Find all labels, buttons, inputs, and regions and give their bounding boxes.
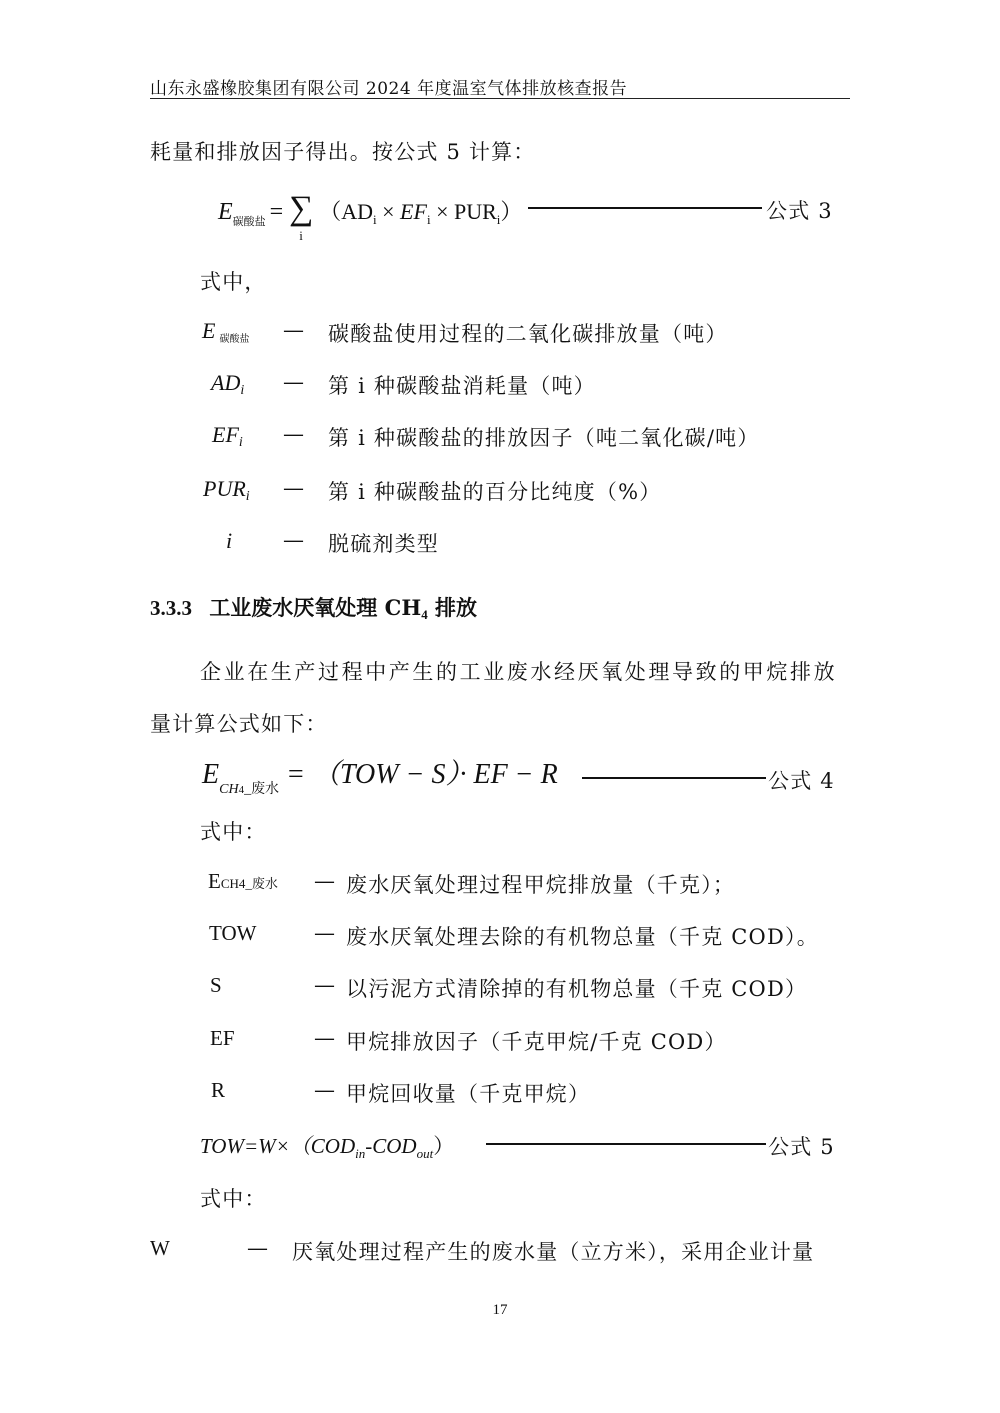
def2-sym: AD — [211, 370, 241, 395]
def3-desc: 第 i 种碳酸盐的排放因子（吨二氧化碳/吨） — [328, 426, 760, 450]
formula5-sub-in: in — [355, 1146, 366, 1161]
formula4-rhs: = （TOW − S）· EF − R — [279, 759, 558, 790]
formula4-sub-ch: CH — [219, 782, 239, 797]
section-title-sub: 4 — [421, 607, 428, 622]
def6-sym: E — [208, 869, 221, 893]
def6-symbol — [208, 869, 278, 894]
def5-desc: 脱硫剂类型 — [328, 532, 439, 556]
def1-sym: E — [202, 318, 216, 343]
formula3-eq: = — [269, 199, 284, 225]
formula3-lhs: E — [218, 199, 233, 225]
where-label-1: 式中， — [200, 270, 267, 294]
section-title-post: 排放 — [427, 595, 477, 620]
formula4-label: 公式 4 — [768, 769, 835, 793]
formula3-sub-i2: i — [426, 212, 431, 227]
def-w-dash: — — [247, 1236, 270, 1260]
def4-symbol-PUR — [203, 476, 250, 502]
def4-sub: i — [245, 489, 250, 504]
formula3-sub-i1: i — [373, 212, 377, 227]
def3-symbol-EF — [212, 422, 243, 448]
formula-3 — [218, 190, 523, 243]
def1-dash: — — [283, 318, 306, 342]
def3-sub: i — [238, 435, 243, 450]
def4-sym: PUR — [203, 476, 246, 501]
paragraph-line-1: 企业在生产过程中产生的工业废水经厌氧处理导致的甲烷排放 — [200, 660, 838, 684]
def4-dash: — — [283, 476, 306, 500]
formula4-dash-rule — [582, 777, 766, 779]
page-header: 山东永盛橡胶集团有限公司 2024 年度温室气体排放核查报告 — [150, 79, 628, 99]
def2-desc: 第 i 种碳酸盐消耗量（吨） — [328, 374, 596, 398]
formula5-dash-rule — [486, 1143, 766, 1145]
def10-dash: — — [314, 1078, 337, 1102]
formula3-label: 公式 3 — [766, 199, 833, 223]
def9-dash: — — [314, 1026, 337, 1050]
formula3-times1: × — [376, 199, 401, 224]
formula3-open: （AD — [319, 199, 373, 224]
formula3-dash-rule — [528, 207, 762, 209]
formula3-lhs-sub: 碳酸盐 — [232, 216, 266, 228]
def7-symbol: TOW — [209, 921, 257, 945]
def3-sym: EF — [212, 422, 239, 447]
def8-desc: 以污泥方式清除掉的有机物总量（千克 COD） — [346, 977, 808, 1001]
formula3-sigma-group — [287, 190, 315, 243]
formula5-label: 公式 5 — [768, 1135, 835, 1159]
formula5-sub-out: out — [416, 1146, 434, 1161]
def9-symbol: EF — [210, 1026, 235, 1050]
formula4-sub-4: 4 — [238, 784, 245, 796]
def4-desc: 第 i 种碳酸盐的百分比纯度（%） — [328, 480, 662, 504]
def1-desc: 碳酸盐使用过程的二氧化碳排放量（吨） — [328, 322, 728, 346]
formula4-sub-waste: _废水 — [244, 782, 280, 797]
def8-dash: — — [314, 973, 337, 997]
def-w-symbol: W — [150, 1236, 170, 1260]
def5-dash: — — [283, 528, 306, 552]
def1-sub: 碳酸盐 — [219, 334, 250, 345]
def2-dash: — — [283, 370, 306, 394]
paragraph-line-2: 量计算公式如下： — [150, 712, 328, 736]
def7-dash: — — [314, 921, 337, 945]
def5-symbol-i: i — [226, 528, 233, 553]
where-label-2: 式中： — [200, 820, 267, 844]
page-number: 17 — [492, 1302, 508, 1318]
intro-line: 耗量和排放因子得出。按公式 5 计算： — [150, 140, 536, 164]
formula3-times2: × PUR — [430, 199, 497, 224]
def6-desc: 废水厌氧处理过程甲烷排放量（千克）； — [346, 873, 736, 897]
def10-symbol: R — [211, 1078, 226, 1102]
def10-desc: 甲烷回收量（千克甲烷） — [346, 1082, 591, 1106]
def1-symbol-E — [202, 318, 249, 344]
def6-sub: CH4_废水 — [220, 876, 278, 891]
def-w-desc: 厌氧处理过程产生的废水量（立方米），采用企业计量 — [292, 1240, 815, 1264]
formula3-ef: EF — [400, 199, 427, 224]
section-title-pre: 工业废水厌氧处理 CH — [209, 595, 422, 620]
def6-dash: — — [314, 869, 337, 893]
formula5-b: -COD — [365, 1134, 417, 1158]
sigma-symbol: ∑ — [289, 190, 314, 227]
formula5-a: TOW=W×（COD — [200, 1134, 356, 1158]
header-rule — [150, 98, 850, 99]
formula3-close: ） — [500, 199, 523, 224]
def9-desc: 甲烷排放因子（千克甲烷/千克 COD） — [346, 1030, 727, 1054]
where-label-3: 式中： — [200, 1187, 267, 1211]
formula5-c: ） — [433, 1134, 455, 1158]
def3-dash: — — [283, 422, 306, 446]
formula-5 — [200, 1130, 454, 1160]
def8-symbol: S — [210, 973, 222, 997]
section-heading — [150, 592, 477, 622]
section-number: 3.3.3 — [150, 596, 192, 620]
formula-4 — [202, 752, 558, 797]
formula4-lhs: E — [202, 759, 220, 790]
sigma-sub: i — [299, 228, 303, 243]
def2-sub: i — [240, 383, 245, 398]
formula3-sub-i3: i — [496, 212, 501, 227]
def7-desc: 废水厌氧处理去除的有机物总量（千克 COD）。 — [346, 925, 819, 949]
def2-symbol-AD — [211, 370, 244, 396]
